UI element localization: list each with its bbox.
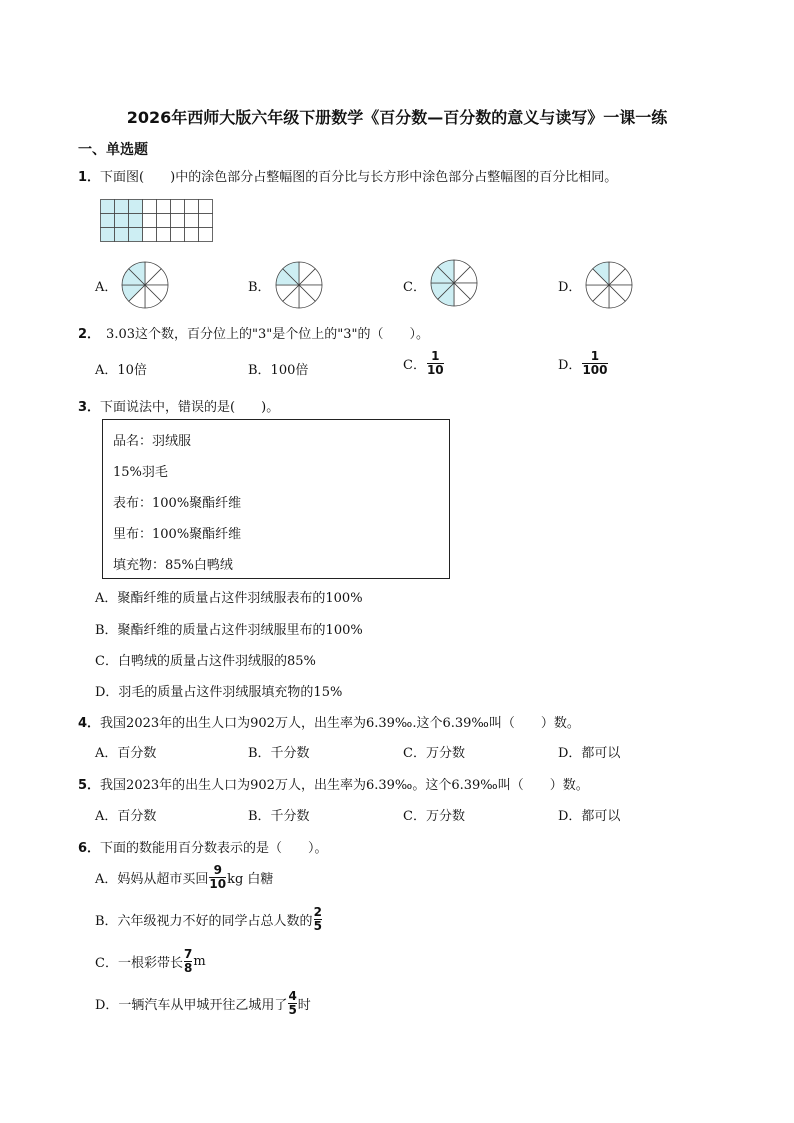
numerator: 9 [213, 863, 222, 877]
option-text: C．一根彩带长 [95, 956, 183, 971]
grid-cell-shaded [115, 200, 129, 214]
q2-option-c [403, 350, 445, 377]
option-text: m [193, 954, 206, 969]
q1-option-c-circle [430, 259, 478, 307]
grid-cell-shaded [129, 214, 143, 228]
label-line: 填充物：85%白鸭绒 [113, 558, 233, 573]
q1-option-d-label: D． [558, 280, 582, 295]
option-text: A．妈妈从超市买回 [95, 872, 209, 887]
question-3 [78, 396, 279, 415]
grid-cell [199, 214, 213, 228]
section-heading: 一、单选题 [78, 142, 148, 158]
q5-option-a: A．百分数 [95, 809, 157, 824]
label-line: 品名：羽绒服 [113, 434, 192, 449]
question-2 [78, 323, 429, 342]
q4-option-a: A．百分数 [95, 746, 157, 761]
denominator: 5 [288, 1003, 297, 1017]
denominator: 10 [209, 877, 227, 891]
q2-option-d [558, 350, 609, 377]
q6-option-a [95, 864, 273, 891]
question-1 [78, 166, 617, 185]
q2-option-a: A．10倍 [95, 363, 147, 378]
question-number: 6． [78, 841, 101, 856]
option-label: C． [403, 358, 426, 373]
q5-option-c: C．万分数 [403, 809, 465, 824]
grid-cell [157, 200, 171, 214]
grid-cell [171, 200, 185, 214]
question-5 [78, 774, 589, 793]
numerator: 7 [183, 947, 193, 961]
grid-cell [185, 228, 199, 242]
grid-cell [185, 214, 199, 228]
grid-cell-shaded [129, 228, 143, 242]
q1-option-a-circle [121, 261, 169, 309]
fraction [314, 906, 322, 933]
q1-option-a-label: A． [95, 280, 118, 295]
numerator: 1 [590, 349, 600, 363]
question-number: 1． [78, 170, 101, 185]
q3-option-d: D．羽毛的质量占这件羽绒服填充物的15% [95, 685, 343, 700]
grid-cell-shaded [101, 228, 115, 242]
question-number: 3． [78, 400, 101, 415]
denominator: 100 [582, 363, 608, 377]
question-number: 2． [78, 327, 101, 342]
option-text: 时 [297, 998, 311, 1013]
denominator: 10 [426, 363, 444, 377]
numerator: 2 [313, 905, 322, 919]
question-text: 我国2023年的出生人口为902万人，出生率为6.39‰。这个6.39‰叫（ ）数。 [100, 778, 589, 793]
question-number: 4． [78, 716, 101, 731]
q1-option-b-circle [275, 261, 323, 309]
option-label: D． [558, 358, 582, 373]
grid-cell [143, 200, 157, 214]
label-line: 表布：100%聚酯纤维 [113, 496, 242, 511]
clothing-label-box [102, 419, 450, 579]
q3-option-a: A．聚酯纤维的质量占这件羽绒服表布的100% [95, 591, 363, 606]
option-text: D．一辆汽车从甲城开往乙城用了 [95, 998, 288, 1013]
rectangle-grid-figure [100, 199, 215, 241]
q1-option-d-circle [585, 261, 633, 309]
q5-option-b: B．千分数 [248, 809, 310, 824]
grid-cell-shaded [115, 214, 129, 228]
denominator: 8 [183, 961, 193, 975]
question-text: 3.03这个数，百分位上的"3"是个位上的"3"的（ ）。 [106, 327, 429, 342]
grid-cell [199, 200, 213, 214]
q4-option-c: C．万分数 [403, 746, 465, 761]
option-text: B．六年级视力不好的同学占总人数的 [95, 914, 313, 929]
q2-option-b: B．100倍 [248, 363, 309, 378]
question-text: 下面图( )中的涂色部分占整幅图的百分比与长方形中涂色部分占整幅图的百分比相同。 [100, 170, 618, 185]
fraction [582, 350, 607, 377]
label-line: 里布：100%聚酯纤维 [113, 527, 242, 542]
q4-option-b: B．千分数 [248, 746, 310, 761]
question-text: 下面说法中，错误的是( )。 [100, 400, 280, 415]
fraction [427, 350, 444, 377]
grid-cell [143, 228, 157, 242]
grid-cell [171, 228, 185, 242]
fraction [288, 990, 296, 1017]
label-line: 15%羽毛 [113, 465, 168, 480]
fraction [184, 948, 192, 975]
page-title: 2026年西师大版六年级下册数学《百分数—百分数的意义与读写》一课一练 [126, 108, 668, 127]
grid-cell-shaded [101, 214, 115, 228]
grid-cell [171, 214, 185, 228]
question-4 [78, 712, 580, 731]
q1-option-c-label: C． [403, 280, 426, 295]
grid-cell-shaded [101, 200, 115, 214]
fraction [209, 864, 226, 891]
q1-option-b-label: B． [248, 280, 271, 295]
grid-cell [157, 228, 171, 242]
q6-option-d [95, 990, 311, 1017]
q5-option-d: D．都可以 [558, 809, 621, 824]
grid-cell [185, 200, 199, 214]
denominator: 5 [313, 919, 322, 933]
grid-cell [143, 214, 157, 228]
q6-option-c [95, 948, 206, 975]
question-text: 我国2023年的出生人口为902万人，出生率为6.39‰.这个6.39‰叫（ ）数。 [100, 716, 580, 731]
q3-option-c: C．白鸭绒的质量占这件羽绒服的85% [95, 654, 316, 669]
q3-option-b: B．聚酯纤维的质量占这件羽绒服里布的100% [95, 623, 363, 638]
numerator: 4 [288, 989, 297, 1003]
question-6 [78, 837, 328, 856]
question-text: 下面的数能用百分数表示的是（ ）。 [100, 841, 328, 856]
q4-option-d: D．都可以 [558, 746, 621, 761]
grid-cell-shaded [115, 228, 129, 242]
option-text: kg 白糖 [227, 872, 274, 887]
grid-cell [157, 214, 171, 228]
question-number: 5． [78, 778, 101, 793]
numerator: 1 [431, 349, 440, 363]
q6-option-b [95, 906, 323, 933]
grid-cell [199, 228, 213, 242]
grid-cell-shaded [129, 200, 143, 214]
